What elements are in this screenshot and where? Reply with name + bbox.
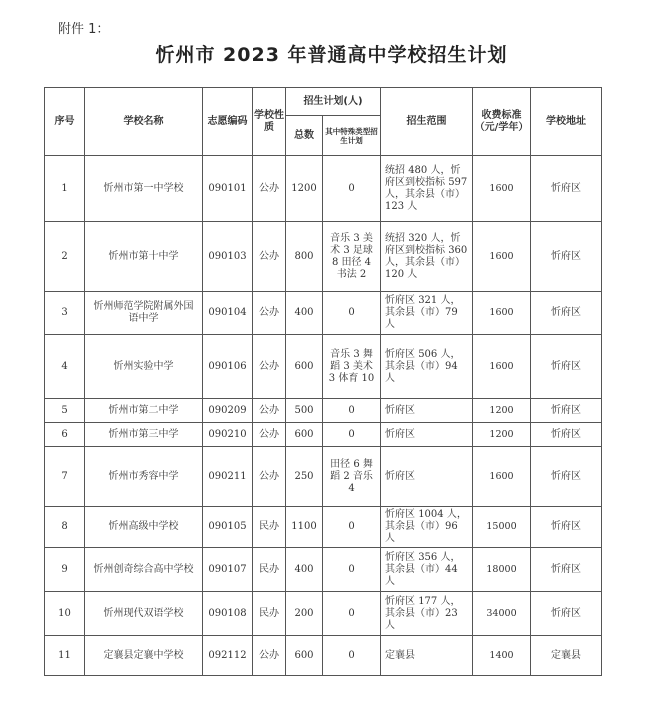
row-index: 8: [45, 507, 85, 548]
school-code: 090211: [203, 447, 253, 507]
plan-total: 400: [286, 548, 323, 592]
plan-special: 0: [323, 636, 381, 676]
page-title: 忻州市 2023 年普通高中学校招生计划: [155, 44, 508, 66]
enrollment-scope: 统招 480 人，忻府区到校指标 597 人，其余县（市）123 人: [381, 156, 473, 222]
school-code: 090105: [203, 507, 253, 548]
row-index: 5: [45, 399, 85, 423]
plan-total: 250: [286, 447, 323, 507]
school-name: 忻州现代双语学校: [85, 592, 203, 636]
header-school-name: 学校名称: [85, 88, 203, 156]
school-name: 忻州市第一中学校: [85, 156, 203, 222]
school-name: 忻州实验中学: [85, 335, 203, 399]
plan-total: 600: [286, 423, 323, 447]
school-name: 忻州市秀容中学: [85, 447, 203, 507]
school-name: 忻州市第三中学: [85, 423, 203, 447]
fee-standard: 1600: [473, 292, 531, 335]
school-nature: 公办: [253, 423, 286, 447]
plan-total: 500: [286, 399, 323, 423]
plan-total: 1200: [286, 156, 323, 222]
table-row: [45, 335, 602, 399]
plan-total: 1100: [286, 507, 323, 548]
plan-special: 0: [323, 548, 381, 592]
school-code: 090106: [203, 335, 253, 399]
header-index: 序号: [45, 88, 85, 156]
header-plan: 招生计划(人): [286, 88, 381, 116]
enrollment-scope: 统招 320 人，忻府区到校指标 360 人，其余县（市）120 人: [381, 222, 473, 292]
header-fee: 收费标准（元/学年）: [473, 88, 531, 156]
plan-special: 0: [323, 292, 381, 335]
row-index: 7: [45, 447, 85, 507]
table-row: [45, 222, 602, 292]
school-location: 忻府区: [531, 399, 602, 423]
enrollment-scope: 忻府区: [381, 399, 473, 423]
table-row: [45, 399, 602, 423]
row-index: 6: [45, 423, 85, 447]
school-location: 忻府区: [531, 156, 602, 222]
table-row: [45, 592, 602, 636]
school-code: 090108: [203, 592, 253, 636]
enrollment-scope: 忻府区 356 人，其余县（市）44 人: [381, 548, 473, 592]
school-name: 忻州市第十中学: [85, 222, 203, 292]
header-location: 学校地址: [531, 88, 602, 156]
enrollment-plan-table: [44, 87, 602, 676]
attachment-label: 附件 1：: [58, 22, 110, 37]
fee-standard: 34000: [473, 592, 531, 636]
header-scope: 招生范围: [381, 88, 473, 156]
school-nature: 公办: [253, 335, 286, 399]
school-name: 忻州高级中学校: [85, 507, 203, 548]
header-nature: 学校性质: [253, 88, 286, 156]
row-index: 2: [45, 222, 85, 292]
school-location: 忻府区: [531, 423, 602, 447]
school-code: 090209: [203, 399, 253, 423]
table-row: [45, 447, 602, 507]
school-nature: 公办: [253, 636, 286, 676]
row-index: 9: [45, 548, 85, 592]
school-location: 忻府区: [531, 292, 602, 335]
table-row: [45, 292, 602, 335]
header-plan-total: 总数: [286, 116, 323, 156]
plan-total: 800: [286, 222, 323, 292]
table-header: [45, 88, 602, 156]
fee-standard: 18000: [473, 548, 531, 592]
row-index: 4: [45, 335, 85, 399]
fee-standard: 1600: [473, 156, 531, 222]
plan-special: 0: [323, 507, 381, 548]
plan-special: 音乐 3 美术 3 足球 8 田径 4 书法 2: [323, 222, 381, 292]
school-code: 090107: [203, 548, 253, 592]
fee-standard: 1200: [473, 423, 531, 447]
school-location: 定襄县: [531, 636, 602, 676]
table-row: [45, 423, 602, 447]
table-row: [45, 636, 602, 676]
plan-special: 田径 6 舞蹈 2 音乐 4: [323, 447, 381, 507]
school-location: 忻府区: [531, 507, 602, 548]
plan-total: 600: [286, 335, 323, 399]
enrollment-scope: 忻府区: [381, 447, 473, 507]
fee-standard: 1600: [473, 447, 531, 507]
school-code: 090101: [203, 156, 253, 222]
enrollment-scope: 忻府区 1004 人，其余县（市）96 人: [381, 507, 473, 548]
school-nature: 民办: [253, 592, 286, 636]
plan-total: 600: [286, 636, 323, 676]
table-row: [45, 507, 602, 548]
school-name: 定襄县定襄中学校: [85, 636, 203, 676]
school-code: 090103: [203, 222, 253, 292]
school-location: 忻府区: [531, 447, 602, 507]
header-code: 志愿编码: [203, 88, 253, 156]
enrollment-scope: 忻府区: [381, 423, 473, 447]
school-nature: 公办: [253, 292, 286, 335]
plan-special: 0: [323, 592, 381, 636]
plan-special: 0: [323, 399, 381, 423]
table-row: [45, 156, 602, 222]
row-index: 3: [45, 292, 85, 335]
school-location: 忻府区: [531, 335, 602, 399]
plan-total: 400: [286, 292, 323, 335]
fee-standard: 1200: [473, 399, 531, 423]
enrollment-scope: 忻府区 506 人，其余县（市）94 人: [381, 335, 473, 399]
school-nature: 公办: [253, 222, 286, 292]
enrollment-scope: 忻府区 177 人，其余县（市）23 人: [381, 592, 473, 636]
school-code: 090104: [203, 292, 253, 335]
table-row: [45, 548, 602, 592]
school-nature: 民办: [253, 507, 286, 548]
fee-standard: 1600: [473, 335, 531, 399]
school-code: 090210: [203, 423, 253, 447]
plan-special: 0: [323, 156, 381, 222]
plan-special: 0: [323, 423, 381, 447]
enrollment-scope: 忻府区 321 人，其余县（市）79 人: [381, 292, 473, 335]
plan-total: 200: [286, 592, 323, 636]
school-location: 忻府区: [531, 222, 602, 292]
row-index: 11: [45, 636, 85, 676]
fee-standard: 1400: [473, 636, 531, 676]
fee-standard: 1600: [473, 222, 531, 292]
school-location: 忻府区: [531, 592, 602, 636]
plan-special: 音乐 3 舞蹈 3 美术 3 体育 10: [323, 335, 381, 399]
school-location: 忻府区: [531, 548, 602, 592]
row-index: 1: [45, 156, 85, 222]
school-name: 忻州师范学院附属外国语中学: [85, 292, 203, 335]
school-nature: 公办: [253, 399, 286, 423]
school-name: 忻州创奇综合高中学校: [85, 548, 203, 592]
table-body: [45, 156, 602, 676]
school-code: 092112: [203, 636, 253, 676]
enrollment-scope: 定襄县: [381, 636, 473, 676]
school-nature: 公办: [253, 156, 286, 222]
header-plan-special: 其中特殊类型招生计划: [323, 116, 381, 156]
school-name: 忻州市第二中学: [85, 399, 203, 423]
school-nature: 民办: [253, 548, 286, 592]
school-nature: 公办: [253, 447, 286, 507]
fee-standard: 15000: [473, 507, 531, 548]
row-index: 10: [45, 592, 85, 636]
